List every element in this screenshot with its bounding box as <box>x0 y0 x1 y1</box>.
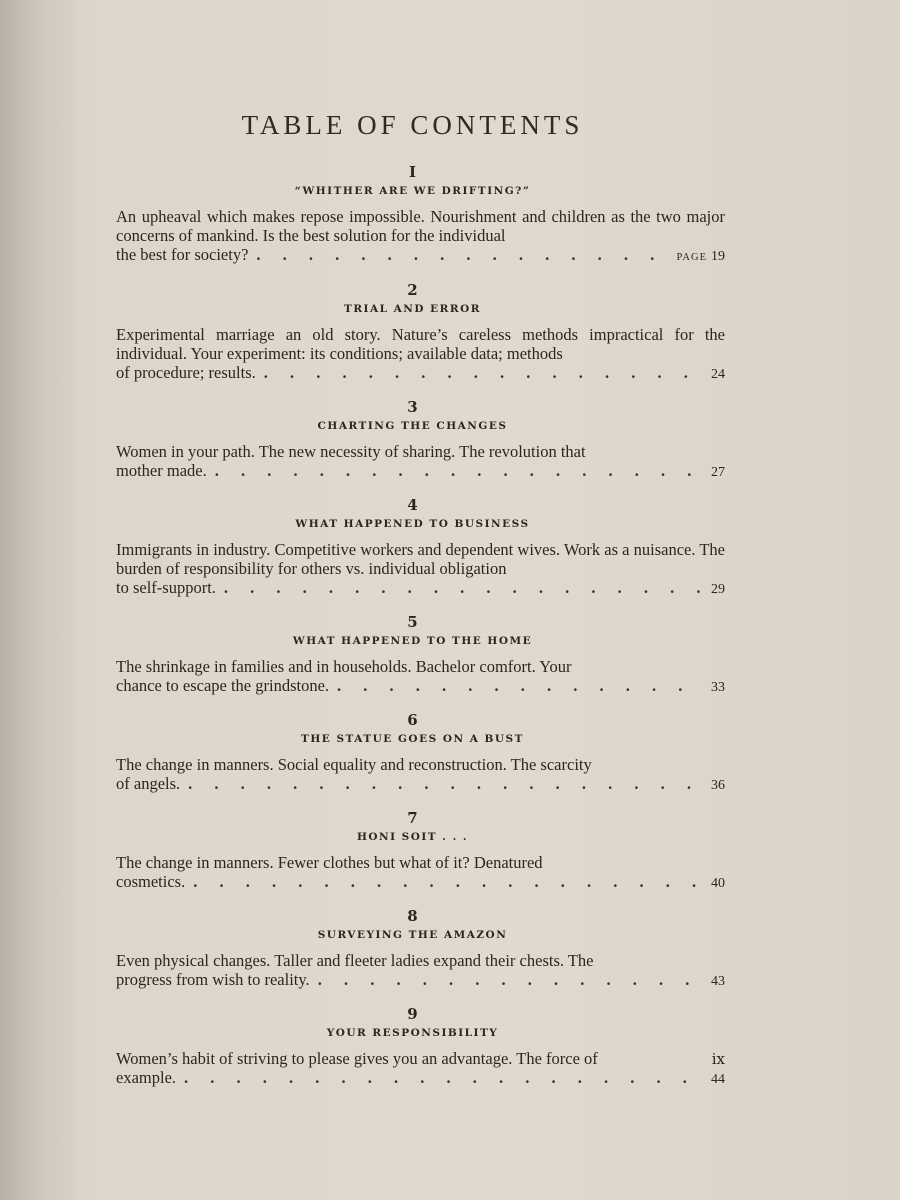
toc-entry-3 <box>100 398 725 482</box>
dot-leader <box>318 970 703 989</box>
chapter-description: Immigrants in industry. Competitive workers and dependent wives. Work as a nuisance. The burden of responsibility for others vs. individual obligation <box>116 540 725 578</box>
page-number: 36 <box>711 778 725 793</box>
chapter-last-line <box>100 774 725 795</box>
dot-leader <box>337 676 703 695</box>
chapter-number: 9 <box>407 1005 418 1023</box>
chapter-description: The shrinkage in families and in households. Bachelor comfort. Your <box>116 657 572 676</box>
chapter-description-end: mother made. <box>116 461 207 480</box>
chapter-heading: HONI SOIT . . . <box>356 831 469 843</box>
chapter-number: 2 <box>407 281 418 299</box>
chapter-last-line <box>100 676 725 697</box>
chapter-description: Experimental marriage an old story. Nature’s careless methods impractical for the individual. Your experiment: its conditions; available data; methods <box>116 325 725 363</box>
chapter-number: 5 <box>407 613 418 631</box>
toc-entry-9 <box>100 1005 725 1089</box>
chapter-description-end: chance to escape the grindstone. <box>116 676 330 695</box>
page-number: 24 <box>711 367 725 382</box>
page-number: 27 <box>711 465 725 480</box>
page-number: 29 <box>711 582 725 597</box>
chapter-description-end: example. <box>116 1068 177 1087</box>
chapter-number: 4 <box>407 496 418 514</box>
chapter-heading: “WHITHER ARE WE DRIFTING?” <box>294 185 531 197</box>
chapter-description: Women’s habit of striving to please gives you an advantage. The force of <box>116 1049 598 1068</box>
chapter-description-end: of angels. <box>116 774 181 793</box>
chapter-heading: THE STATUE GOES ON A BUST <box>301 733 524 745</box>
page-number: 33 <box>711 680 725 695</box>
toc-entry-6 <box>100 711 725 795</box>
page-title: TABLE OF CONTENTS <box>241 110 584 140</box>
chapter-description-end: the best for society? <box>116 245 249 264</box>
dot-leader <box>224 578 703 597</box>
page-number: 19 <box>711 249 725 264</box>
chapter-last-line <box>100 363 725 384</box>
toc-entry-2 <box>100 281 725 384</box>
chapter-description: The change in manners. Fewer clothes but what of it? Denatured <box>116 853 543 872</box>
chapter-last-line <box>100 578 725 599</box>
toc-content <box>100 110 725 1103</box>
chapter-description-end: of procedure; results. <box>116 363 256 382</box>
chapter-number: 3 <box>407 398 418 416</box>
chapter-description-end: progress from wish to reality. <box>116 970 310 989</box>
chapter-last-line <box>100 872 725 893</box>
chapter-heading: SURVEYING THE AMAZON <box>317 929 508 941</box>
dot-leader <box>184 1068 703 1087</box>
chapter-description: Even physical changes. Taller and fleeter ladies expand their chests. The <box>116 951 594 970</box>
chapter-last-line <box>100 245 725 267</box>
chapter-description-end: to self-support. <box>116 578 216 597</box>
chapter-heading: TRIAL AND ERROR <box>344 303 481 315</box>
dot-leader <box>264 363 703 382</box>
dot-leader <box>215 461 703 480</box>
chapter-heading: CHARTING THE CHANGES <box>317 420 508 432</box>
toc-entry-5 <box>100 613 725 697</box>
chapter-description: An upheaval which makes repose impossible. Nourishment and children as the two major concerns of mankind. Is the best solution for the individual <box>116 207 725 245</box>
page-label: PAGE <box>676 252 707 263</box>
chapter-last-line <box>100 970 725 991</box>
chapter-heading: YOUR RESPONSIBILITY <box>326 1027 499 1039</box>
folio-page-number: ix <box>711 1050 725 1068</box>
page-number: 40 <box>711 876 725 891</box>
page-number: 43 <box>711 974 725 989</box>
chapter-number: I <box>408 163 417 181</box>
chapter-heading: WHAT HAPPENED TO THE HOME <box>292 635 533 647</box>
chapter-description: Women in your path. The new necessity of sharing. The revolution that <box>116 442 586 461</box>
page-number: 44 <box>711 1072 725 1087</box>
page-reference <box>677 247 725 267</box>
toc-entry-7 <box>100 809 725 893</box>
dot-leader <box>188 774 703 793</box>
chapter-last-line <box>100 461 725 482</box>
toc-entry-4 <box>100 496 725 599</box>
dot-leader <box>193 872 703 891</box>
chapter-description: The change in manners. Social equality and reconstruction. The scarcity <box>116 755 592 774</box>
chapter-number: 7 <box>407 809 418 827</box>
chapter-description-end: cosmetics. <box>116 872 186 891</box>
toc-entry-1 <box>100 163 725 267</box>
chapter-number: 8 <box>407 907 418 925</box>
toc-entry-8 <box>100 907 725 991</box>
chapter-last-line <box>100 1068 725 1089</box>
chapter-number: 6 <box>407 711 418 729</box>
chapter-heading: WHAT HAPPENED TO BUSINESS <box>295 518 530 530</box>
dot-leader <box>256 245 668 264</box>
